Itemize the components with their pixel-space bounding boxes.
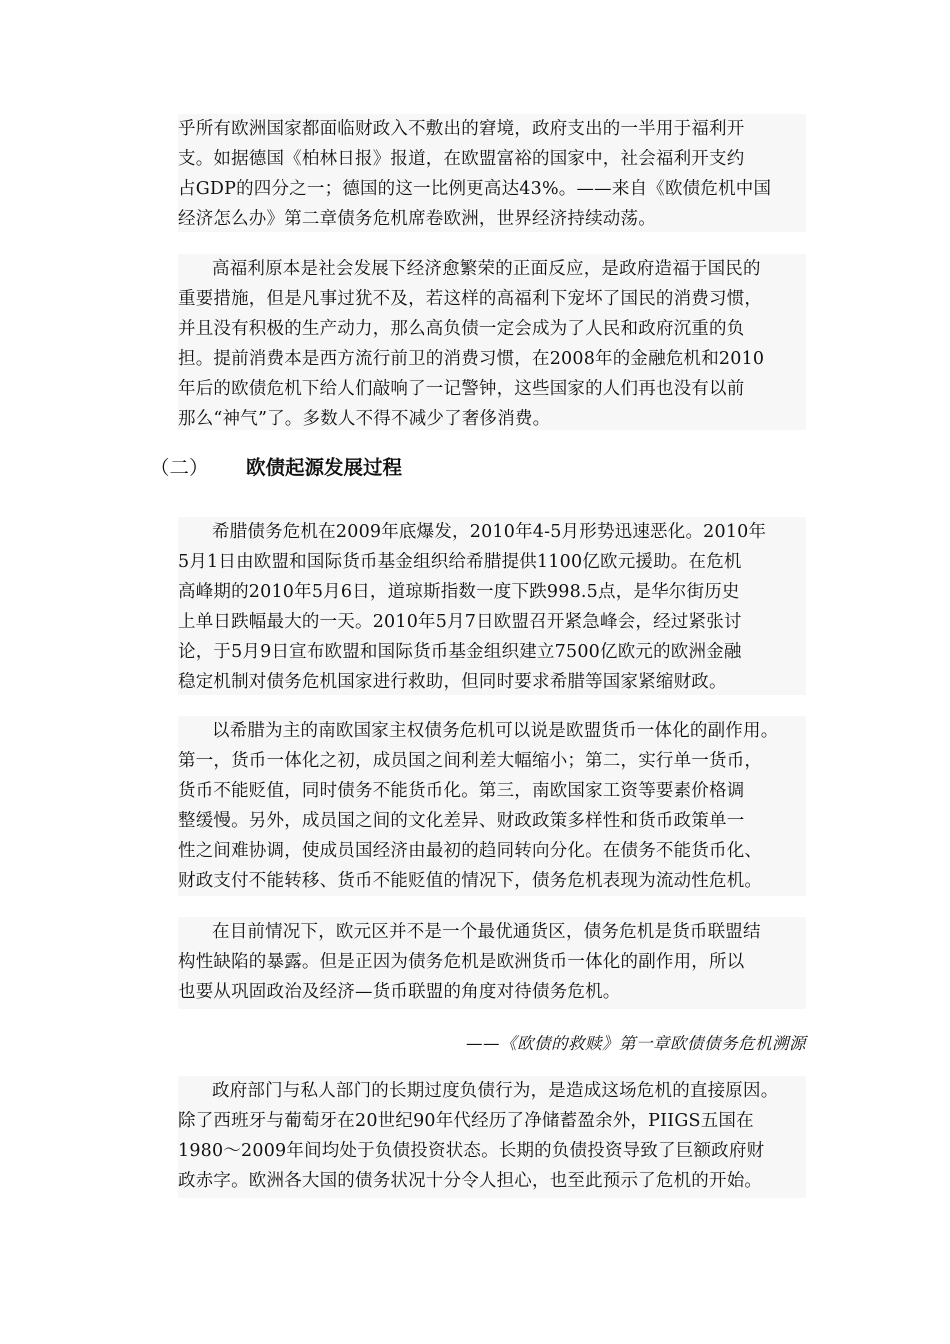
text-line: 年后的欧债危机下给人们敲响了一记警钟，这些国家的人们再也没有以前 (178, 379, 745, 399)
text-line: 经济怎么办》第二章债务危机席卷欧洲，世界经济持续动荡。 (178, 209, 656, 229)
text-line: 除了西班牙与葡萄牙在20世纪90年代经历了净储蓄盈余外，PIIGS五国在 (178, 1111, 754, 1131)
section-title: 欧债起源发展过程 (246, 456, 403, 479)
text-line: 那么“神气”了。多数人不得不减少了奢侈消费。 (178, 409, 551, 429)
text-line: 政府部门与私人部门的长期过度负债行为，是造成这场危机的直接原因。 (212, 1081, 779, 1101)
text-line: 支。如据德国《柏林日报》报道，在欧盟富裕的国家中，社会福利开支约 (178, 149, 745, 169)
text-line: 政赤字。欧洲各大国的债务状况十分令人担心，也至此预示了危机的开始。 (178, 1171, 763, 1191)
text-line: 重要措施，但是凡事过犹不及，若这样的高福利下宠坏了国民的消费习惯， (178, 289, 763, 309)
text-line: 性之间难协调，使成员国经济由最初的趋同转向分化。在债务不能货币化、 (178, 841, 763, 861)
text-line: 占GDP的四分之一；德国的这一比例更高达43%。——来自《欧债危机中国 (178, 179, 772, 199)
text-line: 整缓慢。另外，成员国之间的文化差异、财政政策多样性和货币政策单一 (178, 811, 745, 831)
paragraph-greek-crisis (178, 517, 806, 695)
text-line: 乎所有欧洲国家都面临财政入不敷出的窘境，政府支出的一半用于福利开 (178, 119, 745, 139)
text-line: 1980～2009年间均处于负债投资状态。长期的负债投资导致了巨额政府财 (178, 1141, 765, 1161)
paragraph-direct-cause (178, 1076, 806, 1198)
text-line: 货币不能贬值，同时债务不能货币化。第三，南欧国家工资等要素价格调 (178, 781, 745, 801)
text-line: 稳定机制对债务危机国家进行救助，但同时要求希腊等国家紧缩财政。 (178, 672, 727, 692)
text-line: 高峰期的2010年5月6日，道琼斯指数一度下跌998.5点，是华尔街历史 (178, 582, 740, 602)
text-line: 论，于5月9日宣布欧盟和国际货币基金组织建立7500亿欧元的欧洲金融 (178, 642, 742, 662)
text-line: 并且没有积极的生产动力，那么高负债一定会成为了人民和政府沉重的负 (178, 319, 745, 339)
text-line: 希腊债务危机在2009年底爆发，2010年4-5月形势迅速恶化。2010年 (212, 522, 767, 542)
paragraph-high-welfare (178, 254, 806, 430)
quote-source: ——《欧债的救赎》第一章欧债债务危机溯源 (466, 1034, 806, 1053)
paragraph-welfare-spending (178, 114, 806, 232)
paragraph-optimal-currency (178, 917, 806, 1009)
text-line: 以希腊为主的南欧国家主权债务危机可以说是欧盟货币一体化的副作用。 (212, 721, 779, 741)
text-line: 在目前情况下，欧元区并不是一个最优通货区，债务危机是货币联盟结 (212, 922, 761, 942)
text-line: 构性缺陷的暴露。但是正因为债务危机是欧洲货币一体化的副作用，所以 (178, 952, 745, 972)
text-line: 财政支付不能转移、货币不能贬值的情况下，债务危机表现为流动性危机。 (178, 871, 763, 891)
text-line: 高福利原本是社会发展下经济愈繁荣的正面反应，是政府造福于国民的 (212, 259, 761, 279)
text-line: 担。提前消费本是西方流行前卫的消费习惯，在2008年的金融危机和2010 (178, 349, 765, 369)
text-line: 第一，货币一体化之初，成员国之间利差大幅缩小；第二，实行单一货币， (178, 751, 763, 771)
section-number: （二） (150, 456, 209, 479)
text-line: 也要从巩固政治及经济—货币联盟的角度对待债务危机。 (178, 982, 621, 1002)
text-line: 上单日跌幅最大的一天。2010年5月7日欧盟召开紧急峰会，经过紧张讨 (178, 612, 742, 632)
section-heading (150, 452, 402, 480)
paragraph-side-effects (178, 716, 806, 896)
text-line: 5月1日由欧盟和国际货币基金组织给希腊提供1100亿欧元援助。在危机 (178, 552, 742, 572)
